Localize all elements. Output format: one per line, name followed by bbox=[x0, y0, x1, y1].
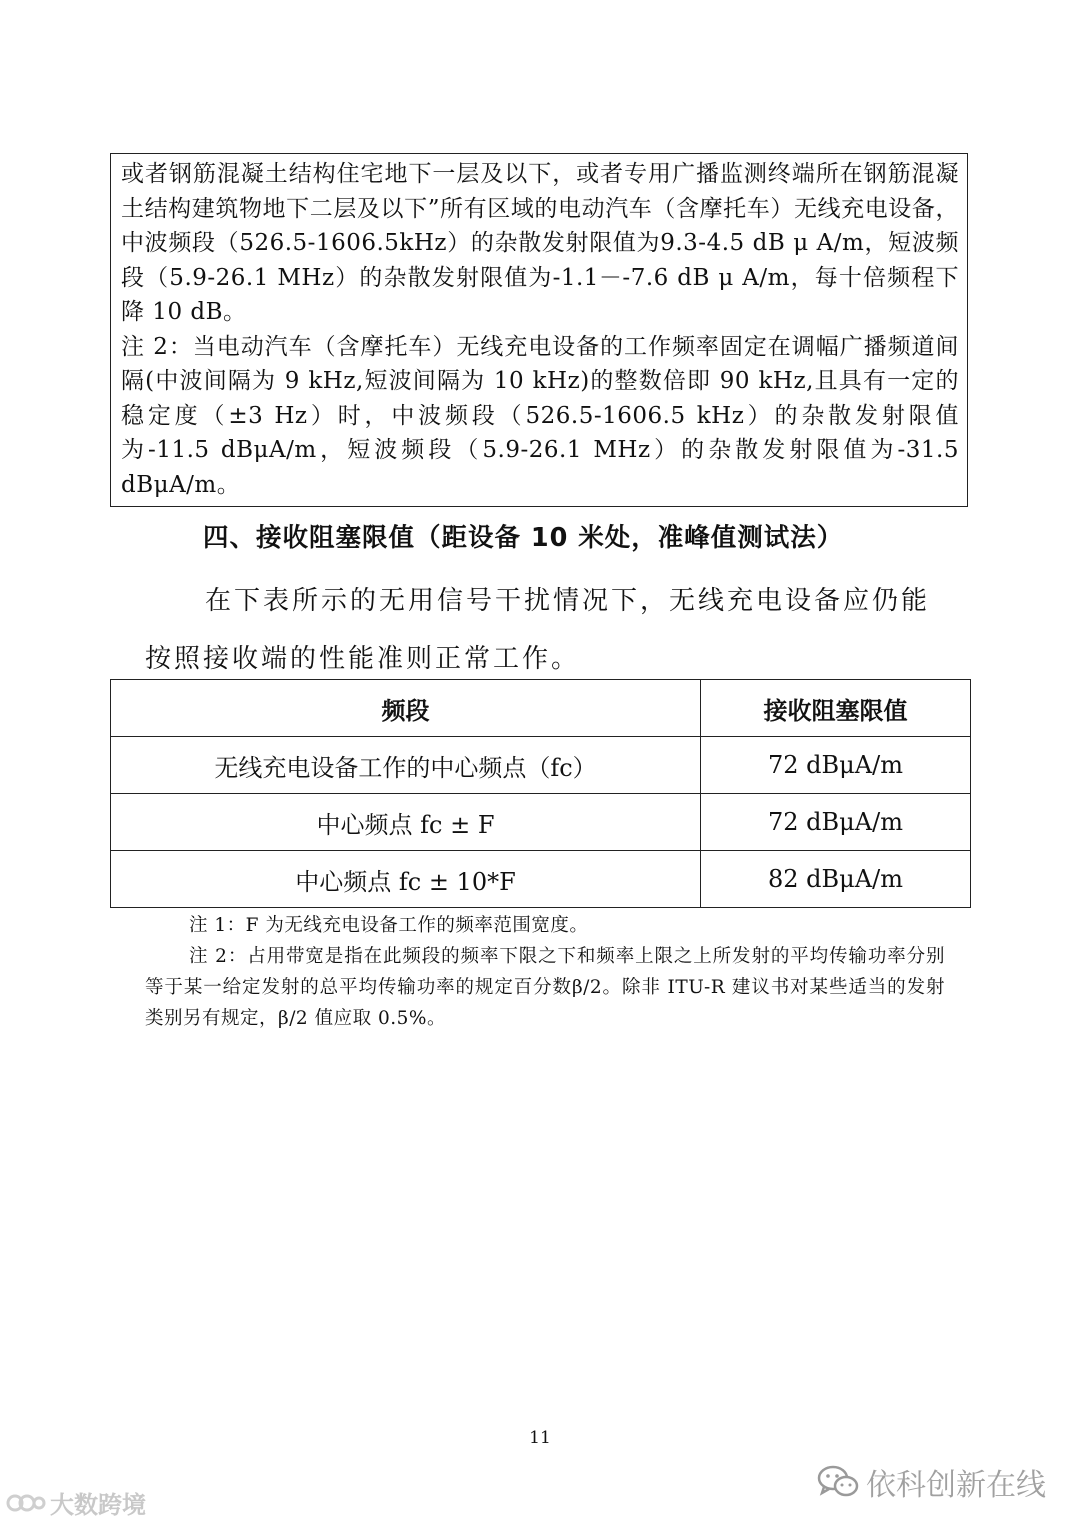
header-blocking-limit: 接收阻塞限值 bbox=[701, 680, 971, 737]
logo-mark-icon bbox=[6, 1489, 46, 1517]
cell-frequency-band: 无线充电设备工作的中心频点（fc） bbox=[111, 737, 701, 794]
section-paragraph-line-1: 在下表所示的无用信号干扰情况下，无线充电设备应仍能 bbox=[205, 586, 931, 616]
header-frequency-band: 频段 bbox=[111, 680, 701, 737]
wechat-icon bbox=[816, 1464, 860, 1500]
watermark-left bbox=[6, 1485, 146, 1520]
table-row bbox=[111, 737, 971, 794]
table-notes bbox=[145, 910, 945, 1034]
receiver-blocking-table bbox=[110, 679, 971, 908]
cell-blocking-limit: 72 dBμA/m bbox=[701, 794, 971, 851]
watermark-right-text: 依科创新在线 bbox=[866, 1468, 1046, 1503]
table-row bbox=[111, 794, 971, 851]
cell-frequency-band: 中心频点 fc ± F bbox=[111, 794, 701, 851]
section-heading: 四、接收阻塞限值（距设备 10 米处，准峰值测试法） bbox=[203, 523, 844, 553]
section-paragraph-line-2: 按照接收端的性能准则正常工作。 bbox=[145, 644, 581, 674]
cell-blocking-limit: 72 dBμA/m bbox=[701, 737, 971, 794]
box-note-1-tail: 或者钢筋混凝土结构住宅地下一层及以下，或者专用广播监测终端所在钢筋混凝土结构建筑物地下二层及以下”所有区域的电动汽车（含摩托车）无线充电设备，中波频段（526.5-1606.5kHz）的杂散发射限值为9.3-4.5 dB μ A/m，短波频段（5.9-26.1 MHz）的杂散发射限值为-1.1－-7.6 dB μ A/m，每十倍频程下降 10 dB。 bbox=[121, 161, 959, 325]
table-header-row bbox=[111, 680, 971, 737]
table-note-1: 注 1：F 为无线充电设备工作的频率范围宽度。 bbox=[189, 915, 589, 936]
table-row bbox=[111, 851, 971, 908]
section-paragraph bbox=[145, 572, 955, 688]
cell-frequency-band: 中心频点 fc ± 10*F bbox=[111, 851, 701, 908]
watermark-right bbox=[816, 1460, 1046, 1504]
watermark-left-text: 大数跨境 bbox=[50, 1491, 146, 1519]
page-number: 11 bbox=[529, 1428, 551, 1448]
notes-box bbox=[110, 153, 968, 507]
table-note-2: 注 2：占用带宽是指在此频段的频率下限之下和频率上限之上所发射的平均传输功率分别等于某一给定发射的总平均传输功率的规定百分数β/2。除非 ITU-R 建议书对某些适当的发射类别另有规定，β/2 值应取 0.5%。 bbox=[145, 946, 945, 1029]
cell-blocking-limit: 82 dBμA/m bbox=[701, 851, 971, 908]
box-note-2: 注 2：当电动汽车（含摩托车）无线充电设备的工作频率固定在调幅广播频道间隔(中波间隔为 9 kHz,短波间隔为 10 kHz)的整数倍即 90 kHz,且具有一定的稳定度（±3 Hz）时，中波频段（526.5-1606.5 kHz）的杂散发射限值为-11.5 dBμA/m，短波频段（5.9-26.1 MHz）的杂散发射限值为-31.5 dBμA/m。 bbox=[121, 333, 959, 498]
